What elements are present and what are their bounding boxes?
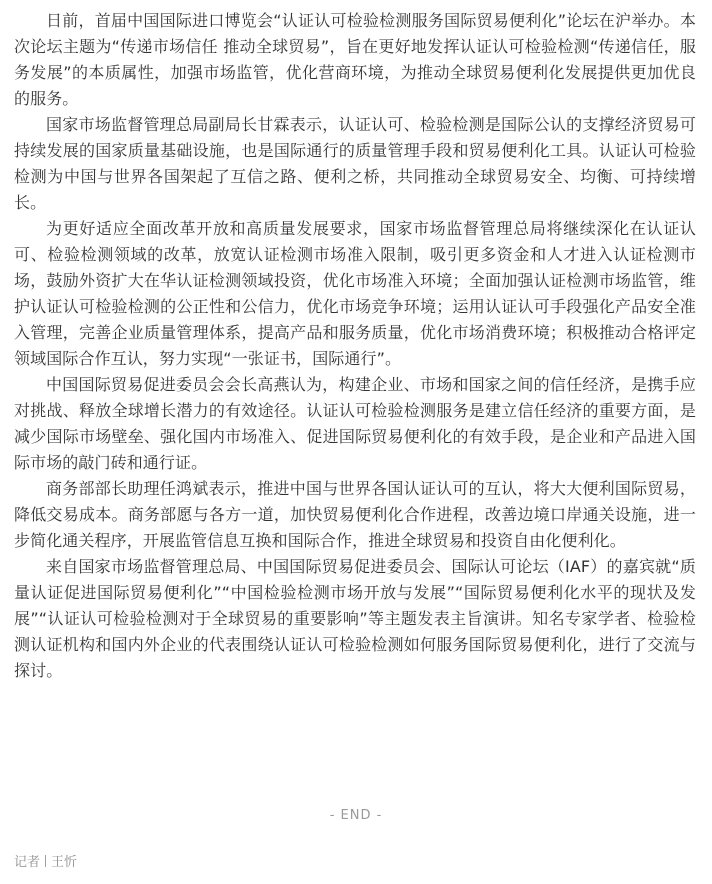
byline xyxy=(14,851,77,870)
article-paragraph: 中国国际贸易促进委员会会长高燕认为，构建企业、市场和国家之间的信任经济，是携手应对挑战、释放全球增长潜力的有效途径。认证认可检验检测服务是建立信任经济的重要方面，是减少国际市场壁垒、强化国内市场准入、促进国际贸易便利化的有效手段，是企业和产品进入国际市场的敲门砖和通行证。 xyxy=(14,375,696,472)
article-paragraph: 日前，首届中国国际进口博览会“认证认可检验检测服务国际贸易便利化”论坛在沪举办。本次论坛主题为“传递市场信任 推动全球贸易”，旨在更好地发挥认证认可检验检测“传递信任，服务发展”的本质属性，加强市场监管，优化营商环境，为推动全球贸易便利化发展提供更加优良的服务。 xyxy=(14,11,696,108)
article-paragraph: 为更好适应全面改革开放和高质量发展要求，国家市场监督管理总局将继续深化在认证认可、检验检测领域的改革，放宽认证检测市场准入限制，吸引更多资金和人才进入认证检测市场，鼓励外资扩大在华认证检测领域投资，优化市场准入环境；全面加强认证检测市场监管，维护认证认可检验检测的公正性和公信力，优化市场竞争环境；运用认证认可手段强化产品安全准入管理，完善企业质量管理体系，提高产品和服务质量，优化市场消费环境；积极推动合格评定领域国际合作互认，努力实现“一张证书，国际通行”。 xyxy=(14,219,696,368)
article-body xyxy=(14,8,696,684)
article-paragraph: 来自国家市场监督管理总局、中国国际贸易促进委员会、国际认可论坛（IAF）的嘉宾就“质量认证促进国际贸易便利化”“中国检验检测市场开放与发展”“国际贸易便利化水平的现状及发展”“认证认可检验检测对于全球贸易的重要影响”等主题发表主旨演讲。知名专家学者、检验检测认证机构和国内外企业的代表围绕认证认可检验检测如何服务国际贸易便利化，进行了交流与探讨。 xyxy=(14,557,696,680)
article-paragraph: 国家市场监督管理总局副局长甘霖表示，认证认可、检验检测是国际公认的支撑经济贸易可持续发展的国家质量基础设施，也是国际通行的质量管理手段和贸易便利化工具。认证认可检验检测为中国与世界各国架起了互信之路、便利之桥，共同推动全球贸易安全、均衡、可持续增长。 xyxy=(14,115,696,212)
byline-author: 王忻 xyxy=(51,855,78,870)
byline-label: 记者 xyxy=(14,855,41,870)
article-paragraph: 商务部部长助理任鸿斌表示，推进中国与世界各国认证认可的互认，将大大便利国际贸易，降低交易成本。商务部愿与各方一道，加快贸易便利化合作进程，改善边境口岸通关设施，进一步简化通关程序，开展监管信息互换和国际合作，推进全球贸易和投资自由化便利化。 xyxy=(14,479,696,550)
byline-divider xyxy=(45,855,46,867)
end-marker: - END - xyxy=(329,808,383,823)
